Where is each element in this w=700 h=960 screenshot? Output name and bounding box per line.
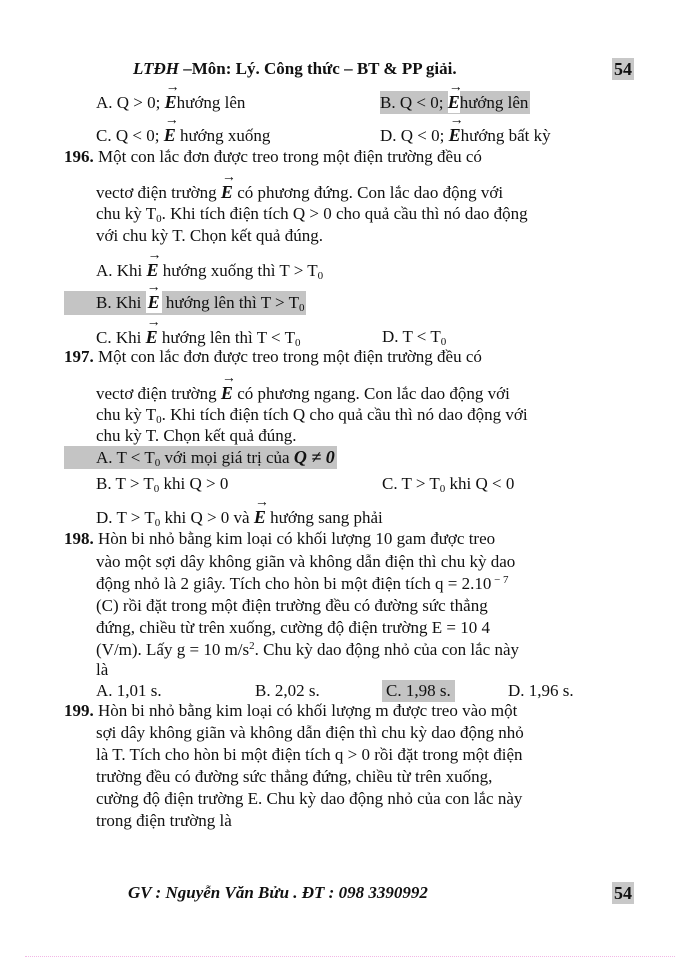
question-text: có phương đứng. Con lắc dao động với	[232, 183, 504, 202]
q196-line-3	[96, 203, 528, 225]
page-boundary-divider	[25, 956, 675, 957]
q196-option-d	[382, 326, 446, 348]
q198-option-a: A. 1,01 s.	[96, 681, 162, 700]
q197-line-2	[96, 382, 510, 405]
option-text: B. Q < 0;	[380, 93, 448, 112]
option-text: khi Q > 0 và	[160, 508, 254, 527]
vector-e-icon: → E	[221, 382, 233, 404]
option-text: hướng lên thì T < T	[157, 328, 295, 347]
vector-e-icon: → E	[165, 91, 177, 113]
vector-e-icon: → E	[254, 506, 266, 528]
q198-line-1	[64, 528, 495, 550]
vector-e-icon: → E	[146, 326, 158, 348]
question-text: vectơ điện trường	[96, 384, 221, 403]
q198-line-3	[96, 573, 509, 595]
option-text: B. T > T	[96, 474, 154, 493]
subscript: 0	[439, 483, 446, 495]
q198-line-5: đứng, chiều từ trên xuống, cường độ điện trường E = 10 4	[96, 618, 490, 637]
q199-line-5: cường độ điện trường E. Chu kỳ dao động nhỏ của con lắc này	[96, 789, 523, 808]
option-text: khi Q > 0	[159, 474, 229, 493]
page-footer: GV : Nguyễn Văn Bửu . ĐT : 098 3390992	[128, 883, 428, 902]
vector-e-icon: → E	[449, 124, 461, 146]
vector-e-icon: → E	[164, 124, 176, 146]
vector-e-icon: → E	[448, 91, 460, 113]
question-text: . Khi tích điện tích Q cho quả cầu thì nó dao động với	[161, 405, 528, 424]
q199-line-4: trường đều có đường sức thẳng đứng, chiều từ trên xuống,	[96, 767, 493, 786]
vector-e-icon: → E	[147, 259, 159, 281]
superscript: 2	[249, 640, 255, 652]
question-number: 197.	[64, 347, 94, 366]
question-text: có phương ngang. Con lắc dao động với	[232, 384, 510, 403]
option-text: hướng xuống	[175, 126, 271, 145]
page-header	[133, 58, 457, 80]
subscript: 0	[440, 336, 447, 348]
q196-option-a	[96, 259, 323, 282]
q199-line-2: sợi dây không giãn và không dẫn điện thì chu kỳ dao động nhỏ	[96, 723, 524, 742]
option-text: A. Q > 0;	[96, 93, 165, 112]
subscript: 0	[156, 414, 162, 426]
q199-line-1	[64, 700, 517, 722]
q198-line-6	[96, 639, 519, 661]
question-text: vectơ điện trường	[96, 183, 221, 202]
option-text: C. Khi	[96, 328, 146, 347]
question-number: 199.	[64, 701, 94, 720]
question-text: . Khi tích điện tích Q > 0 cho quả cầu thì nó dao động	[161, 204, 528, 223]
option-text: D. T < T	[382, 327, 441, 346]
question-number: 198.	[64, 529, 94, 548]
question-text: Một con lắc đơn được treo trong một điện trường đều có	[93, 347, 482, 366]
question-text: Một con lắc đơn được treo trong một điện trường đều có	[93, 147, 482, 166]
q196-line-2	[96, 181, 503, 204]
subscript: 0	[154, 457, 161, 469]
option-text: D. T > T	[96, 508, 155, 527]
option-text: C. Q < 0;	[96, 126, 164, 145]
option-text: hướng xuống thì T > T	[158, 261, 318, 280]
subscript: 0	[153, 483, 160, 495]
q198-option-b: B. 2,02 s.	[255, 681, 320, 700]
q197-option-a	[64, 446, 337, 469]
option-text: C. T > T	[382, 474, 440, 493]
q196-line-1	[64, 146, 482, 168]
question-text: Hòn bi nhỏ bằng kim loại có khối lượng 10 gam được treo	[93, 529, 496, 548]
header-page-number: 54	[614, 59, 632, 79]
q197-option-d	[96, 506, 383, 529]
option-text: hướng sang phải	[265, 508, 383, 527]
option-text: D. Q < 0;	[380, 126, 449, 145]
q196-line-4: với chu kỳ T. Chọn kết quả đúng.	[96, 226, 323, 245]
question-text: . Chu kỳ dao động nhỏ của con lắc này	[254, 640, 520, 659]
option-text: B. Khi	[96, 293, 146, 312]
q195-option-c	[96, 124, 270, 147]
q195-option-d	[380, 124, 551, 147]
vector-e-icon: → E	[146, 291, 162, 313]
q199-line-3: là T. Tích cho hòn bi một điện tích q > 0 rồi đặt trong một điện	[96, 745, 523, 764]
footer-page-number: 54	[614, 883, 632, 903]
question-text: động nhỏ là 2 giây. Tích cho hòn bi một điện tích q = 2.10	[96, 574, 492, 593]
q197-option-c	[382, 473, 514, 495]
header-title-italic: LTĐH	[133, 59, 179, 78]
q199-line-6: trong điện trường là	[96, 811, 232, 830]
question-text: chu kỳ T	[96, 405, 157, 424]
q-not-zero: Q ≠ 0	[293, 447, 335, 467]
question-text: chu kỳ T	[96, 204, 157, 223]
option-text: hướng bất kỳ	[460, 126, 551, 145]
q198-line-7: là	[96, 660, 109, 679]
subscript: 0	[294, 337, 301, 349]
option-text: A. T < T	[96, 448, 155, 467]
question-text: (V/m). Lấy g = 10 m/s	[96, 640, 250, 659]
option-text: hướng lên thì T > T	[161, 293, 299, 312]
question-number: 196.	[64, 147, 94, 166]
vector-e-icon: → E	[221, 181, 233, 203]
subscript: 0	[317, 270, 324, 282]
option-text: với mọi giá trị của	[160, 448, 294, 467]
header-title: –Môn: Lý. Công thức – BT & PP giải.	[178, 59, 457, 78]
option-text: khi Q < 0	[445, 474, 515, 493]
superscript: − 7	[491, 574, 509, 586]
q197-option-b	[96, 473, 228, 495]
subscript: 0	[156, 213, 162, 225]
subscript: 0	[298, 302, 305, 314]
subscript: 0	[154, 517, 161, 529]
q198-option-d: D. 1,96 s.	[508, 681, 574, 700]
q198-line-4: (C) rồi đặt trong một điện trường đều có đường sức thẳng	[96, 596, 488, 615]
q197-line-4: chu kỳ T. Chọn kết quả đúng.	[96, 426, 297, 445]
q198-line-2: vào một sợi dây không giãn và không dẫn điện thì chu kỳ dao	[96, 552, 516, 571]
option-text: hướng lên	[176, 93, 246, 112]
option-text: A. Khi	[96, 261, 147, 280]
q198-option-c: C. 1,98 s.	[382, 680, 455, 702]
q197-line-1	[64, 346, 482, 368]
q196-option-b	[64, 291, 306, 315]
q197-line-3	[96, 404, 528, 426]
question-text: Hòn bi nhỏ bằng kim loại có khối lượng m được treo vào một	[93, 701, 518, 720]
option-text: hướng lên	[459, 93, 529, 112]
